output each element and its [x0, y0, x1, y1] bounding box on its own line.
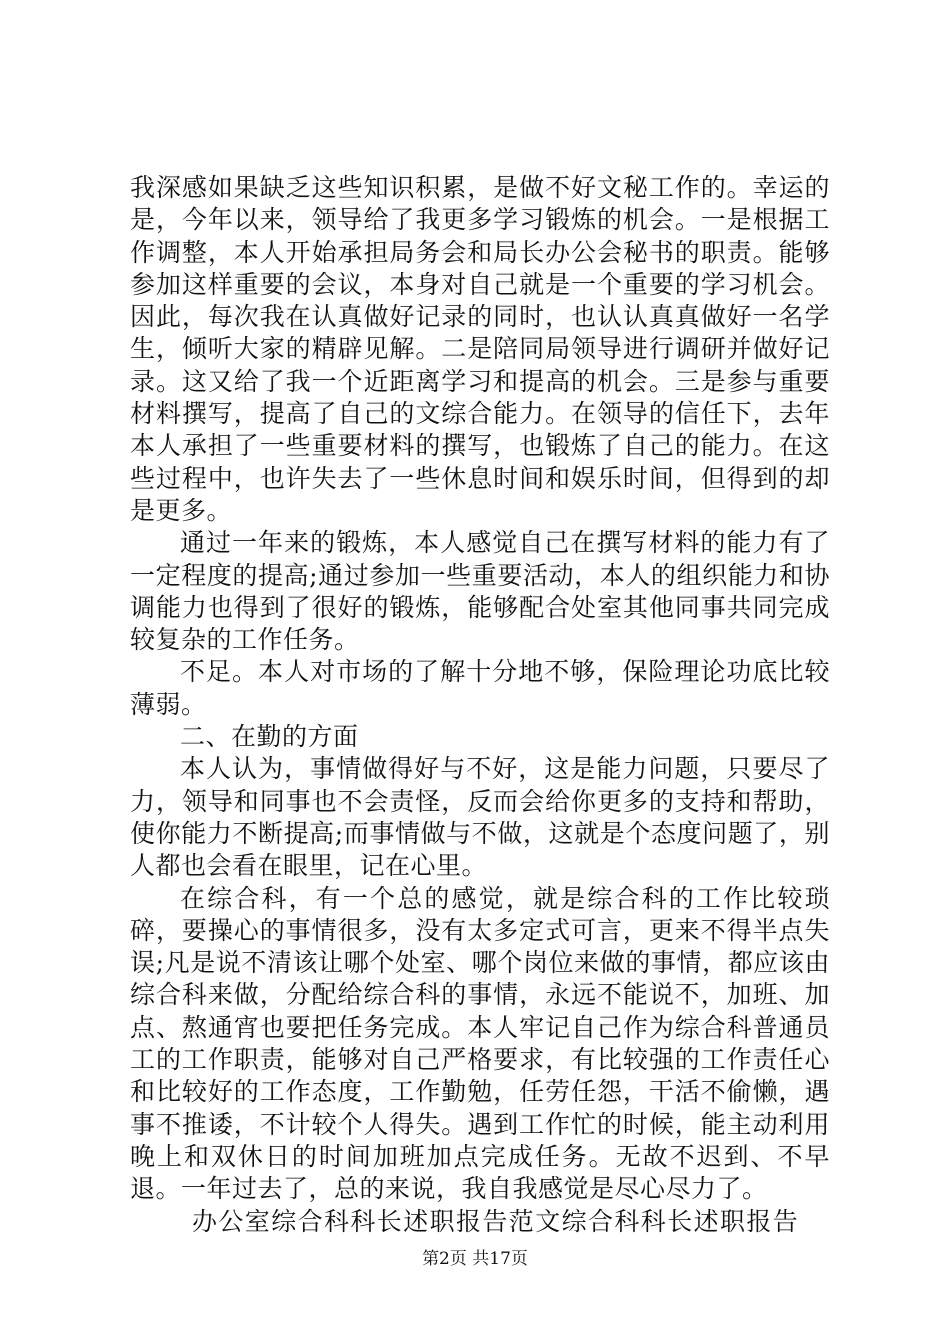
paragraph-attitude: 本人认为，事情做得好与不好，这是能力问题，只要尽了力，领导和同事也不会责怪，反而会给你更多的支持和帮助，使你能力不断提高;而事情做与不做，这就是个态度问题了，别人都也会看在眼里，记在心里。 [130, 754, 830, 881]
paragraph-study-opportunities: 我深感如果缺乏这些知识积累，是做不好文秘工作的。幸运的是，今年以来，领导给了我更多学习锻炼的机会。一是根据工作调整，本人开始承担局务会和局长办公会秘书的职责。能够参加这样重要的会议，本身对自己就是一个重要的学习机会。因此，每次我在认真做好记录的同时，也认认真真做好一名学生，倾听大家的精辟见解。二是陪同局领导进行调研并做好记录。这又给了我一个近距离学习和提高的机会。三是参与重要材料撰写，提高了自己的文综合能力。在领导的信任下，去年本人承担了一些重要材料的撰写，也锻炼了自己的能力。在这些过程中，也许失去了一些休息时间和娱乐时间，但得到的却是更多。 [130, 173, 830, 525]
page-footer: 第2页 共17页 [422, 1249, 528, 1269]
document-title-line: 办公室综合科科长述职报告范文综合科科长述职报告 [192, 1206, 800, 1236]
paragraph-shortcomings: 不足。本人对市场的了解十分地不够，保险理论功底比较薄弱。 [130, 657, 830, 719]
paragraph-general-office-work: 在综合科，有一个总的感觉，就是综合科的工作比较琐碎，要操心的事情很多，没有太多定式可言，更来不得半点失误;凡是说不清该让哪个处室、哪个岗位来做的事情，都应该由综合科来做，分配给综合科的事情，永远不能说不，加班、加点、熬通宵也要把任务完成。本人牢记自己作为综合科普通员工的工作职责，能够对自己严格要求，有比较强的工作责任心和比较好的工作态度，工作勤勉，任劳任怨，干活不偷懒，遇事不推诿，不计较个人得失。遇到工作忙的时候，能主动利用晚上和双休日的时间加班加点完成任务。无故不迟到、不早退。一年过去了，总的来说，我自我感觉是尽心尽力了。 [130, 883, 830, 1204]
paragraph-writing-ability: 通过一年来的锻炼，本人感觉自己在撰写材料的能力有了一定程度的提高;通过参加一些重要活动，本人的组织能力和协调能力也得到了很好的锻炼，能够配合处室其他同事共同完成较复杂的工作任务。 [130, 528, 830, 655]
document-body [130, 172, 830, 1238]
section-heading-diligence: 二、在勤的方面 [180, 722, 359, 752]
